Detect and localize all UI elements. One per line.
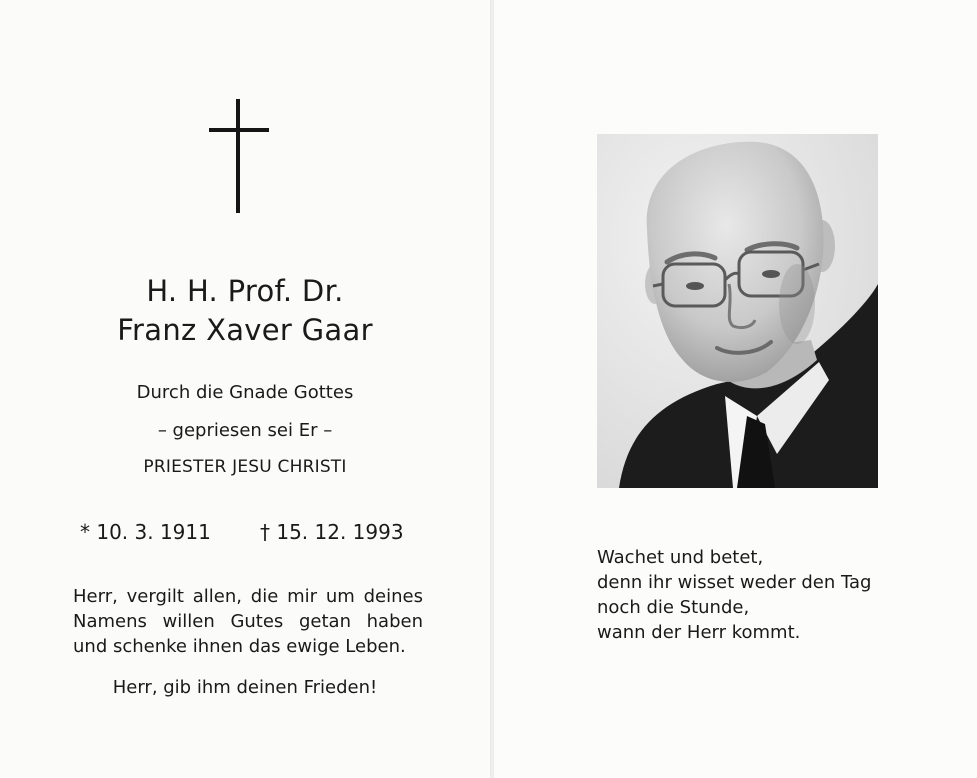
peace-line: Herr, gib ihm deinen Frieden! — [112, 677, 378, 698]
deceased-name: Franz Xaver Gaar — [117, 313, 373, 347]
title-line-1: H. H. Prof. Dr. — [146, 274, 344, 308]
verse-line: noch die Stunde, — [597, 597, 750, 618]
portrait-photo — [597, 134, 878, 488]
death-date: † 15. 12. 1993 — [260, 520, 404, 544]
praised-line: – gepriesen sei Er – — [157, 420, 333, 441]
verse-line: Wachet und betet, — [597, 547, 764, 568]
verse-text — [597, 545, 871, 645]
verse-line: wann der Herr kommt. — [597, 622, 801, 643]
prayer-line: Herr, vergilt allen, die mir um deines — [73, 586, 423, 607]
prayer-line: Namens willen Gutes getan haben — [73, 611, 423, 632]
verse-line: denn ihr wisset weder den Tag — [597, 572, 872, 593]
grace-line: Durch die Gnade Gottes — [136, 382, 354, 403]
prayer-line: und schenke ihnen das ewige Leben. — [73, 636, 406, 657]
prayer-text — [73, 584, 423, 659]
priest-line: PRIESTER JESU CHRISTI — [143, 457, 347, 477]
birth-date: * 10. 3. 1911 — [80, 520, 211, 544]
